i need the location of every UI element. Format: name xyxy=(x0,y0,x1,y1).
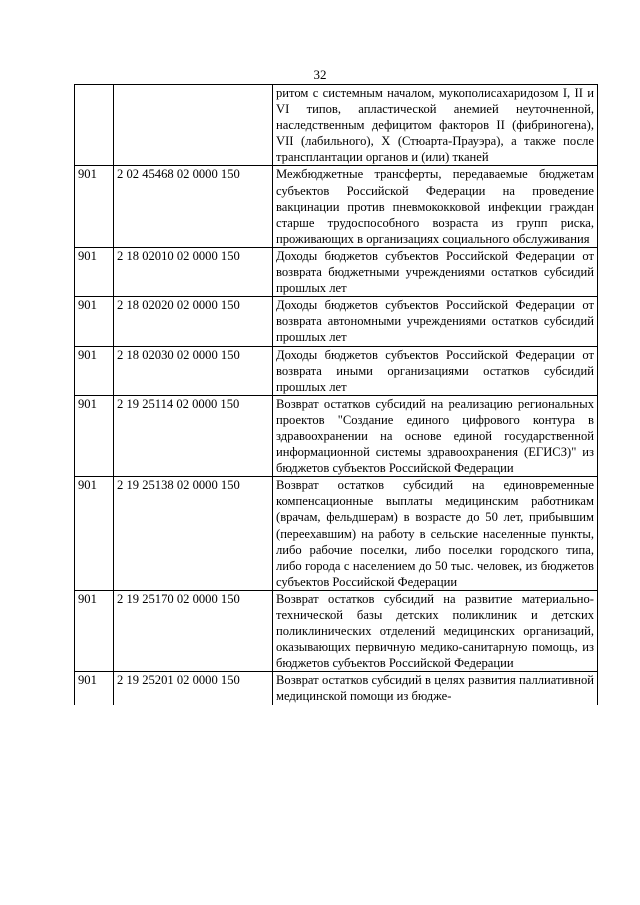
admin-code-cell: 901 xyxy=(75,672,114,705)
income-description-cell: Возврат остатков субсидий в целях развития паллиативной медицинской помощи из бюдже- xyxy=(273,672,598,705)
income-description-cell: Доходы бюджетов субъектов Российской Федерации от возврата иными организациями остатков субсидий прошлых лет xyxy=(273,346,598,395)
income-description-cell: Межбюджетные трансферты, передаваемые бюджетам субъектов Российской Федерации на проведение вакцинации против пневмококковой инфекции граждан старше трудоспособного возраста из групп риска, проживающих в организациях социального обслуживания xyxy=(273,166,598,247)
budget-classification-code-cell xyxy=(114,85,273,166)
budget-classification-code-cell: 2 19 25138 02 0000 150 xyxy=(114,477,273,591)
budget-classification-code-cell: 2 02 45468 02 0000 150 xyxy=(114,166,273,247)
table-row xyxy=(75,346,598,395)
budget-classification-code-cell: 2 19 25114 02 0000 150 xyxy=(114,395,273,476)
table-row xyxy=(75,85,598,166)
table-row xyxy=(75,395,598,476)
table-row xyxy=(75,590,598,671)
page-number: 32 xyxy=(313,67,327,82)
admin-code-cell: 901 xyxy=(75,395,114,476)
admin-code-cell xyxy=(75,85,114,166)
table-row xyxy=(75,477,598,591)
admin-code-cell: 901 xyxy=(75,477,114,591)
budget-classification-code-cell: 2 18 02020 02 0000 150 xyxy=(114,297,273,346)
admin-code-cell: 901 xyxy=(75,590,114,671)
budget-classification-code-cell: 2 19 25170 02 0000 150 xyxy=(114,590,273,671)
budget-classification-code-cell: 2 18 02010 02 0000 150 xyxy=(114,247,273,296)
admin-code-cell: 901 xyxy=(75,247,114,296)
income-description-cell: Доходы бюджетов субъектов Российской Федерации от возврата бюджетными учреждениями остатков субсидий прошлых лет xyxy=(273,247,598,296)
income-description-cell: Возврат остатков субсидий на единовременные компенсационные выплаты медицинским работникам (врачам, фельдшерам) в возрасте до 50 лет, прибывшим (переехавшим) на работу в сельские населенные пункты, либо рабочие поселки, либо поселки городского типа, либо города с населением до 50 тыс. человек, из бюджетов субъектов Российской Федерации xyxy=(273,477,598,591)
income-description-cell: Возврат остатков субсидий на развитие материально-технической базы детских поликлиник и детских поликлинических отделений медицинских организаций, оказывающих первичную медико-санитарную помощь, из бюджетов субъектов Российской Федерации xyxy=(273,590,598,671)
table-row xyxy=(75,672,598,705)
table-body xyxy=(75,85,598,705)
admin-code-cell: 901 xyxy=(75,297,114,346)
table-row xyxy=(75,166,598,247)
admin-code-cell: 901 xyxy=(75,166,114,247)
table-row xyxy=(75,297,598,346)
income-description-cell: ритом с системным началом, мукополисахаридозом I, II и VI типов, апластической анемией неуточненной, наследственным дефицитом факторов II (фибриногена), VII (лабильного), X (Стюарта-Прауэра), а также после трансплантации органов и (или) тканей xyxy=(273,85,598,166)
table-row xyxy=(75,247,598,296)
budget-classification-code-cell: 2 19 25201 02 0000 150 xyxy=(114,672,273,705)
income-description-cell: Доходы бюджетов субъектов Российской Федерации от возврата автономными учреждениями остатков субсидий прошлых лет xyxy=(273,297,598,346)
admin-code-cell: 901 xyxy=(75,346,114,395)
budget-classification-code-cell: 2 18 02030 02 0000 150 xyxy=(114,346,273,395)
income-description-cell: Возврат остатков субсидий на реализацию региональных проектов "Создание единого цифрового контура в здравоохранении на основе единой государственной информационной системы здравоохранения (ЕГИСЗ)" из бюджетов субъектов Российской Федерации xyxy=(273,395,598,476)
budget-codes-table xyxy=(74,84,598,705)
